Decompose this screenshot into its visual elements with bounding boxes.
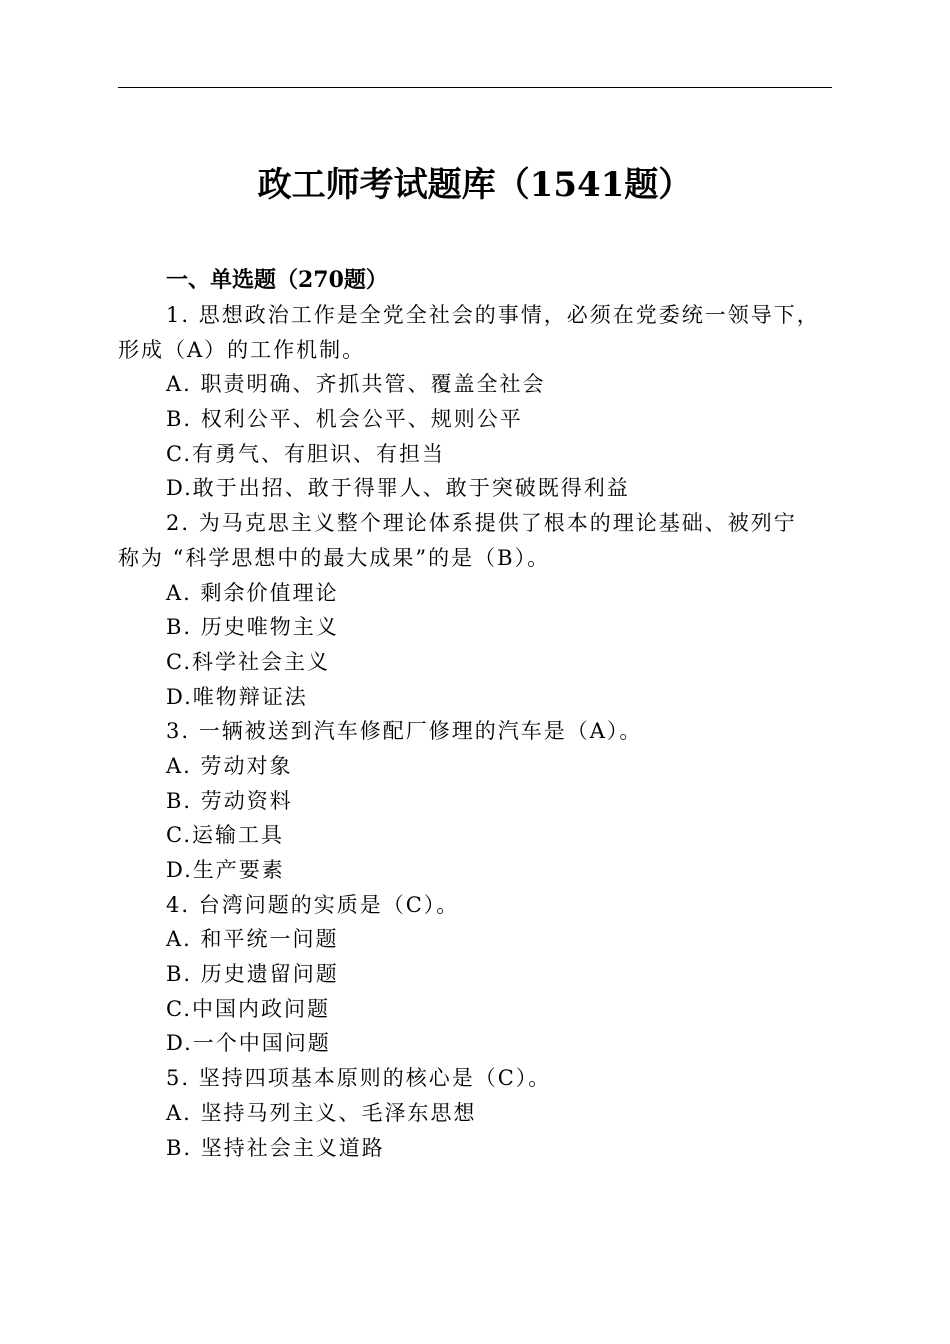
- question-3-line-1: 3. 一辆被送到汽车修配厂修理的汽车是（A）。: [166, 719, 643, 744]
- document-title: 政工师考试题库（1541题）: [257, 165, 693, 205]
- section-heading: 一、单选题（270题）: [166, 267, 388, 293]
- question-4-option-a: A. 和平统一问题: [166, 927, 339, 952]
- question-4-option-b: B. 历史遗留问题: [166, 962, 339, 987]
- question-1-option-d: D.敢于出招、敢于得罪人、敢于突破既得利益: [166, 476, 630, 501]
- question-5-line-1: 5. 坚持四项基本原则的核心是（C）。: [166, 1066, 552, 1091]
- question-list: [118, 298, 832, 1165]
- question-2-line-1: 2. 为马克思主义整个理论体系提供了根本的理论基础、被列宁: [166, 511, 797, 536]
- question-5-option-b: B. 坚持社会主义道路: [166, 1135, 385, 1160]
- question-4-line-1: 4. 台湾问题的实质是（C）。: [166, 892, 460, 917]
- question-2-option-b: B. 历史唯物主义: [166, 615, 339, 640]
- question-5-option-a: A. 坚持马列主义、毛泽东思想: [166, 1100, 477, 1125]
- question-2-option-d: D.唯物辩证法: [166, 684, 308, 709]
- question-1-option-b: B. 权利公平、机会公平、规则公平: [166, 407, 523, 432]
- question-1-option-a: A. 职责明确、齐抓共管、覆盖全社会: [166, 372, 546, 397]
- question-2-line-2: 称为 “科学思想中的最大成果”的是（B）。: [118, 545, 551, 570]
- question-1-option-c: C.有勇气、有胆识、有担当: [166, 441, 445, 466]
- question-2-option-a: A. 剩余价值理论: [166, 580, 339, 605]
- question-1-line-1: 1. 思想政治工作是全党全社会的事情，必须在党委统一领导下，: [166, 303, 820, 327]
- question-3-option-d: D.生产要素: [166, 858, 285, 882]
- question-4-option-d: D.一个中国问题: [166, 1031, 331, 1056]
- question-4-option-c: C.中国内政问题: [166, 996, 330, 1021]
- header-rule: [118, 87, 832, 88]
- question-3-option-c: C.运输工具: [166, 823, 284, 848]
- question-3-option-a: A. 劳动对象: [166, 753, 293, 778]
- question-3-option-b: B. 劳动资料: [166, 788, 293, 813]
- question-2-option-c: C.科学社会主义: [166, 649, 330, 674]
- question-1-line-2: 形成（A）的工作机制。: [118, 337, 366, 362]
